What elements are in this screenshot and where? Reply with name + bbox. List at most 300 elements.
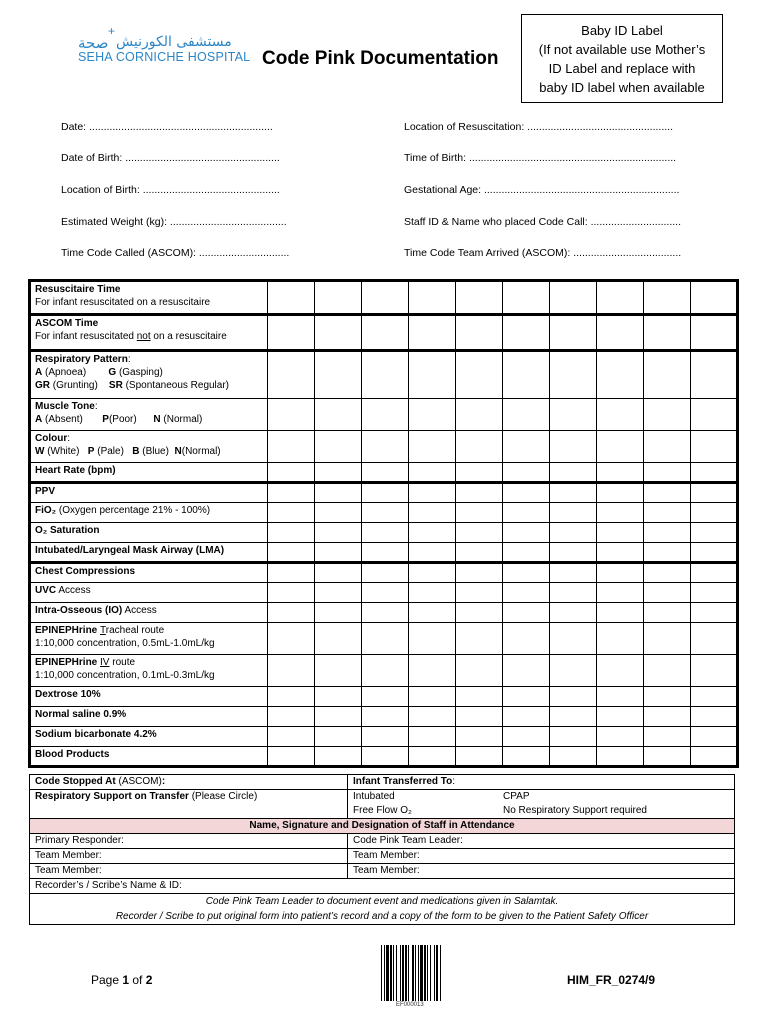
- entry-cell[interactable]: [409, 503, 456, 523]
- entry-cell[interactable]: [597, 483, 644, 503]
- entry-cell[interactable]: [362, 281, 409, 315]
- entry-cell[interactable]: [409, 687, 456, 707]
- entry-cell[interactable]: [409, 431, 456, 463]
- entry-cell[interactable]: [456, 603, 503, 623]
- entry-cell[interactable]: [550, 623, 597, 655]
- entry-cell[interactable]: [644, 727, 691, 747]
- table-row: [30, 790, 735, 819]
- table-row: [30, 687, 738, 707]
- entry-cell[interactable]: [691, 687, 738, 707]
- entry-cell[interactable]: [644, 655, 691, 687]
- entry-cell[interactable]: [597, 707, 644, 727]
- logo-plus-icon: +: [108, 24, 116, 38]
- entry-cell[interactable]: [268, 543, 315, 563]
- entry-cell[interactable]: [268, 503, 315, 523]
- logo-mark: صحة: [78, 34, 109, 52]
- entry-cell[interactable]: [362, 523, 409, 543]
- row-label: ASCOM Time For infant resuscitated not on a resuscitaire: [30, 315, 268, 351]
- entry-cell[interactable]: [597, 543, 644, 563]
- entry-cell[interactable]: [691, 623, 738, 655]
- entry-cell[interactable]: [268, 463, 315, 483]
- entry-cell[interactable]: [315, 687, 362, 707]
- entry-cell[interactable]: [362, 431, 409, 463]
- entry-cell[interactable]: [597, 399, 644, 431]
- entry-cell[interactable]: [597, 563, 644, 583]
- entry-cell[interactable]: [503, 315, 550, 351]
- entry-cell[interactable]: [315, 351, 362, 399]
- entry-cell[interactable]: [409, 655, 456, 687]
- entry-cell[interactable]: [268, 707, 315, 727]
- entry-cell[interactable]: [644, 399, 691, 431]
- entry-cell[interactable]: [456, 623, 503, 655]
- barcode-number: EF000013: [396, 1002, 424, 1008]
- table-row: [30, 849, 735, 864]
- entry-cell[interactable]: [456, 431, 503, 463]
- entry-cell[interactable]: [550, 431, 597, 463]
- entry-cell[interactable]: [550, 583, 597, 603]
- table-row: [30, 894, 735, 925]
- entry-cell[interactable]: [550, 563, 597, 583]
- transfer-and-staff-table: [29, 774, 735, 925]
- entry-cell[interactable]: [456, 503, 503, 523]
- entry-cell[interactable]: [362, 727, 409, 747]
- table-row: [30, 819, 735, 834]
- entry-cell[interactable]: [644, 687, 691, 707]
- entry-cell[interactable]: [503, 431, 550, 463]
- entry-cell[interactable]: [503, 707, 550, 727]
- code-stopped-cell[interactable]: Code Stopped At (ASCOM):: [30, 775, 348, 790]
- entry-cell[interactable]: [644, 623, 691, 655]
- entry-cell[interactable]: [362, 563, 409, 583]
- entry-cell[interactable]: [597, 351, 644, 399]
- id-label-line-1: Baby ID Label: [581, 23, 663, 38]
- entry-cell[interactable]: [691, 655, 738, 687]
- barcode-bar: [381, 945, 382, 1001]
- table-row: [30, 463, 738, 483]
- entry-cell[interactable]: [362, 655, 409, 687]
- entry-cell[interactable]: [362, 687, 409, 707]
- row-label: Chest Compressions: [30, 563, 268, 583]
- entry-cell[interactable]: [597, 603, 644, 623]
- form-number: HIM_FR_0274/9: [567, 973, 656, 987]
- entry-cell[interactable]: [644, 281, 691, 315]
- id-label-line-3: ID Label and replace with: [548, 61, 696, 76]
- entry-cell[interactable]: [456, 727, 503, 747]
- entry-cell[interactable]: [315, 707, 362, 727]
- entry-cell[interactable]: [644, 483, 691, 503]
- barcode-bar: [408, 945, 409, 1001]
- entry-cell[interactable]: [597, 623, 644, 655]
- entry-cell[interactable]: [315, 543, 362, 563]
- entry-cell[interactable]: [503, 603, 550, 623]
- entry-cell[interactable]: [503, 281, 550, 315]
- table-row: [30, 834, 735, 849]
- entry-cell[interactable]: [456, 583, 503, 603]
- entry-cell[interactable]: [644, 431, 691, 463]
- entry-cell[interactable]: [503, 543, 550, 563]
- entry-cell[interactable]: [409, 543, 456, 563]
- table-row: [30, 315, 738, 351]
- entry-cell[interactable]: [409, 603, 456, 623]
- row-label: Sodium bicarbonate 4.2%: [30, 727, 268, 747]
- instructions-note: [30, 894, 735, 925]
- entry-cell[interactable]: [362, 707, 409, 727]
- location-of-birth-field[interactable]: Location of Birth: ...............................................: [61, 184, 280, 196]
- entry-cell[interactable]: [456, 463, 503, 483]
- entry-cell[interactable]: [456, 687, 503, 707]
- row-label: EPINEPHrine Tracheal route 1:10,000 concentration, 0.5mL-1.0mL/kg: [30, 623, 268, 655]
- table-row: [30, 623, 738, 655]
- barcode-bar: [430, 945, 431, 1001]
- row-label: FiO₂ (Oxygen percentage 21% - 100%): [30, 503, 268, 523]
- entry-cell[interactable]: [691, 603, 738, 623]
- entry-cell[interactable]: [550, 727, 597, 747]
- barcode-bar: [390, 945, 392, 1001]
- entry-cell[interactable]: [691, 747, 738, 767]
- table-row: [30, 775, 735, 790]
- table-row: [30, 351, 738, 399]
- entry-cell[interactable]: [644, 603, 691, 623]
- entry-cell[interactable]: [315, 431, 362, 463]
- entry-cell[interactable]: [315, 727, 362, 747]
- entry-cell[interactable]: [503, 399, 550, 431]
- barcode-bar: [400, 945, 401, 1001]
- row-label: Respiratory Pattern: A (Apnoea) G (Gasping) GR (Grunting) SR (Spontaneous Regular): [30, 351, 268, 399]
- table-row: [30, 879, 735, 894]
- entry-cell[interactable]: [550, 707, 597, 727]
- entry-cell[interactable]: [597, 583, 644, 603]
- entry-cell[interactable]: [268, 431, 315, 463]
- recorder-cell[interactable]: Recorder’s / Scribe’s Name & ID:: [30, 879, 735, 894]
- entry-cell[interactable]: [597, 655, 644, 687]
- table-row: [30, 523, 738, 543]
- row-label: Colour: W (White) P (Pale) B (Blue) N(Normal): [30, 431, 268, 463]
- baby-id-label-box: [521, 14, 723, 103]
- staff-id-field[interactable]: Staff ID & Name who placed Code Call: ...............................: [404, 216, 681, 228]
- table-row: [30, 727, 738, 747]
- option-no-support[interactable]: No Respiratory Support required: [503, 805, 647, 816]
- entry-cell[interactable]: [503, 747, 550, 767]
- entry-cell[interactable]: [691, 463, 738, 483]
- entry-cell[interactable]: [268, 351, 315, 399]
- entry-cell[interactable]: [362, 483, 409, 503]
- row-label: Intubated/Laryngeal Mask Airway (LMA): [30, 543, 268, 563]
- table-row: [30, 399, 738, 431]
- entry-cell[interactable]: [268, 623, 315, 655]
- note-line-2: Recorder / Scribe to put original form into patient’s record and a copy of the form to be given to the Patient Safety Officer: [115, 911, 649, 922]
- entry-cell[interactable]: [456, 483, 503, 503]
- entry-cell[interactable]: [315, 523, 362, 543]
- resp-support-options: [348, 790, 735, 819]
- entry-cell[interactable]: [315, 623, 362, 655]
- entry-cell[interactable]: [691, 483, 738, 503]
- entry-cell[interactable]: [550, 523, 597, 543]
- gestational-age-field[interactable]: Gestational Age: ...................................................................: [404, 184, 680, 196]
- entry-cell[interactable]: [315, 399, 362, 431]
- row-label: O₂ Saturation: [30, 523, 268, 543]
- table-row: [30, 603, 738, 623]
- entry-cell[interactable]: [456, 747, 503, 767]
- row-label: UVC Access: [30, 583, 268, 603]
- entry-cell[interactable]: [503, 583, 550, 603]
- logo-english-text: SEHA CORNICHE HOSPITAL: [78, 50, 251, 64]
- entry-cell[interactable]: [550, 281, 597, 315]
- barcode-bar: [434, 945, 435, 1001]
- entry-cell[interactable]: [315, 563, 362, 583]
- row-label: Muscle Tone: A (Absent) P(Poor) N (Normal): [30, 399, 268, 431]
- barcode-bar: [424, 945, 426, 1001]
- entry-cell[interactable]: [362, 623, 409, 655]
- entry-cell[interactable]: [362, 463, 409, 483]
- entry-cell[interactable]: [456, 563, 503, 583]
- entry-cell[interactable]: [691, 315, 738, 351]
- entry-cell[interactable]: [550, 315, 597, 351]
- date-of-birth-field[interactable]: Date of Birth: .....................................................: [61, 152, 280, 164]
- entry-cell[interactable]: [550, 655, 597, 687]
- table-row: [30, 864, 735, 879]
- entry-cell[interactable]: [691, 727, 738, 747]
- entry-cell[interactable]: [456, 707, 503, 727]
- barcode-bar: [415, 945, 416, 1001]
- table-row: [30, 583, 738, 603]
- barcode-bar: [420, 945, 423, 1001]
- entry-cell[interactable]: [503, 563, 550, 583]
- entry-cell[interactable]: [597, 503, 644, 523]
- entry-cell[interactable]: [691, 431, 738, 463]
- location-of-resuscitation-field[interactable]: Location of Resuscitation: ..................................................: [404, 121, 674, 133]
- entry-cell[interactable]: [597, 523, 644, 543]
- entry-cell[interactable]: [456, 543, 503, 563]
- entry-cell[interactable]: [315, 483, 362, 503]
- table-row: [30, 483, 738, 503]
- entry-cell[interactable]: [409, 463, 456, 483]
- entry-cell[interactable]: [315, 315, 362, 351]
- infant-transferred-cell[interactable]: Infant Transferred To:: [348, 775, 735, 790]
- entry-cell[interactable]: [644, 583, 691, 603]
- entry-cell[interactable]: [597, 281, 644, 315]
- entry-cell[interactable]: [409, 351, 456, 399]
- entry-cell[interactable]: [597, 687, 644, 707]
- entry-cell[interactable]: [315, 583, 362, 603]
- entry-cell[interactable]: [550, 351, 597, 399]
- date-field[interactable]: Date: ...............................................................: [61, 121, 273, 133]
- entry-cell[interactable]: [409, 523, 456, 543]
- time-team-arrived-field[interactable]: Time Code Team Arrived (ASCOM): .....................................: [404, 247, 682, 259]
- table-row: [30, 543, 738, 563]
- entry-cell[interactable]: [503, 523, 550, 543]
- time-code-called-field[interactable]: Time Code Called (ASCOM): ...............................: [61, 247, 290, 259]
- entry-cell[interactable]: [268, 603, 315, 623]
- barcode-bar: [402, 945, 404, 1001]
- entry-cell[interactable]: [456, 523, 503, 543]
- barcode-bar: [384, 945, 385, 1001]
- entry-cell[interactable]: [503, 687, 550, 707]
- entry-cell[interactable]: [362, 747, 409, 767]
- resuscitation-grid: [28, 279, 739, 768]
- table-row: [30, 431, 738, 463]
- entry-cell[interactable]: [691, 707, 738, 727]
- row-label: Normal saline 0.9%: [30, 707, 268, 727]
- entry-cell[interactable]: [597, 431, 644, 463]
- entry-cell[interactable]: [503, 727, 550, 747]
- entry-cell[interactable]: [503, 463, 550, 483]
- entry-cell[interactable]: [644, 351, 691, 399]
- team-member-cell[interactable]: Team Member:: [30, 864, 348, 879]
- table-row: [30, 707, 738, 727]
- entry-cell[interactable]: [644, 563, 691, 583]
- entry-cell[interactable]: [315, 603, 362, 623]
- entry-cell[interactable]: [550, 503, 597, 523]
- entry-cell[interactable]: [362, 543, 409, 563]
- table-row: [30, 563, 738, 583]
- entry-cell[interactable]: [644, 707, 691, 727]
- table-row: [30, 281, 738, 315]
- estimated-weight-field[interactable]: Estimated Weight (kg): ........................................: [61, 216, 287, 228]
- option-cpap[interactable]: CPAP: [503, 791, 530, 802]
- barcode-bar: [412, 945, 414, 1001]
- entry-cell[interactable]: [503, 483, 550, 503]
- entry-cell[interactable]: [315, 281, 362, 315]
- entry-cell[interactable]: [409, 747, 456, 767]
- row-label: EPINEPHrine IV route 1:10,000 concentration, 0.1mL-0.3mL/kg: [30, 655, 268, 687]
- entry-cell[interactable]: [691, 523, 738, 543]
- entry-cell[interactable]: [315, 655, 362, 687]
- entry-cell[interactable]: [550, 399, 597, 431]
- team-member-cell[interactable]: Team Member:: [30, 849, 348, 864]
- entry-cell[interactable]: [409, 281, 456, 315]
- entry-cell[interactable]: [550, 603, 597, 623]
- entry-cell[interactable]: [644, 315, 691, 351]
- barcode: [381, 945, 457, 1001]
- entry-cell[interactable]: [550, 543, 597, 563]
- entry-cell[interactable]: [268, 727, 315, 747]
- entry-cell[interactable]: [550, 463, 597, 483]
- id-label-line-4: baby ID label when available: [539, 80, 705, 95]
- id-label-line-2: (If not available use Mother’s: [538, 42, 706, 57]
- entry-cell[interactable]: [409, 583, 456, 603]
- barcode-bar: [418, 945, 419, 1001]
- entry-cell[interactable]: [268, 687, 315, 707]
- barcode-bar: [393, 945, 394, 1001]
- entry-cell[interactable]: [503, 623, 550, 655]
- entry-cell[interactable]: [550, 687, 597, 707]
- entry-cell[interactable]: [691, 583, 738, 603]
- row-label: Intra-Osseous (IO) Access: [30, 603, 268, 623]
- entry-cell[interactable]: [268, 315, 315, 351]
- row-label: Heart Rate (bpm): [30, 463, 268, 483]
- entry-cell[interactable]: [362, 315, 409, 351]
- entry-cell[interactable]: [644, 463, 691, 483]
- entry-cell[interactable]: [362, 399, 409, 431]
- entry-cell[interactable]: [456, 399, 503, 431]
- entry-cell[interactable]: [550, 483, 597, 503]
- team-leader-cell[interactable]: Code Pink Team Leader:: [348, 834, 735, 849]
- entry-cell[interactable]: [456, 655, 503, 687]
- entry-cell[interactable]: [268, 399, 315, 431]
- entry-cell[interactable]: [597, 727, 644, 747]
- entry-cell[interactable]: [268, 583, 315, 603]
- row-label: Blood Products: [30, 747, 268, 767]
- entry-cell[interactable]: [597, 463, 644, 483]
- entry-cell[interactable]: [691, 351, 738, 399]
- entry-cell[interactable]: [644, 543, 691, 563]
- note-line-1: Code Pink Team Leader to document event and medications given in Salamtak.: [205, 896, 559, 907]
- page-title: Code Pink Documentation: [262, 48, 499, 69]
- barcode-bar: [427, 945, 428, 1001]
- entry-cell[interactable]: [268, 523, 315, 543]
- entry-cell[interactable]: [409, 483, 456, 503]
- team-member-cell[interactable]: Team Member:: [348, 864, 735, 879]
- logo-arabic-text: مستشفى الكورنيش: [116, 34, 232, 50]
- entry-cell[interactable]: [409, 623, 456, 655]
- entry-cell[interactable]: [691, 503, 738, 523]
- entry-cell[interactable]: [409, 707, 456, 727]
- entry-cell[interactable]: [362, 503, 409, 523]
- barcode-bar: [396, 945, 397, 1001]
- primary-responder-cell[interactable]: Primary Responder:: [30, 834, 348, 849]
- team-member-cell[interactable]: Team Member:: [348, 849, 735, 864]
- entry-cell[interactable]: [456, 351, 503, 399]
- entry-cell[interactable]: [409, 399, 456, 431]
- entry-cell[interactable]: [597, 747, 644, 767]
- table-row: [30, 747, 738, 767]
- barcode-bar: [405, 945, 407, 1001]
- entry-cell[interactable]: [362, 603, 409, 623]
- entry-cell[interactable]: [268, 747, 315, 767]
- entry-cell[interactable]: [597, 315, 644, 351]
- row-label: PPV: [30, 483, 268, 503]
- barcode-bar: [436, 945, 438, 1001]
- entry-cell[interactable]: [315, 503, 362, 523]
- entry-cell[interactable]: [550, 747, 597, 767]
- entry-cell[interactable]: [456, 281, 503, 315]
- entry-cell[interactable]: [362, 351, 409, 399]
- entry-cell[interactable]: [268, 281, 315, 315]
- option-intubated[interactable]: Intubated: [353, 791, 395, 802]
- entry-cell[interactable]: [409, 563, 456, 583]
- entry-cell[interactable]: [503, 351, 550, 399]
- entry-cell[interactable]: [268, 655, 315, 687]
- entry-cell[interactable]: [503, 503, 550, 523]
- entry-cell[interactable]: [644, 523, 691, 543]
- option-free-flow[interactable]: Free Flow O₂: [353, 805, 412, 816]
- entry-cell[interactable]: [362, 583, 409, 603]
- entry-cell[interactable]: [268, 563, 315, 583]
- entry-cell[interactable]: [691, 281, 738, 315]
- entry-cell[interactable]: [315, 747, 362, 767]
- resp-support-cell: Respiratory Support on Transfer (Please Circle): [30, 790, 348, 819]
- entry-cell[interactable]: [456, 315, 503, 351]
- entry-cell[interactable]: [691, 563, 738, 583]
- entry-cell[interactable]: [644, 503, 691, 523]
- staff-section-header: Name, Signature and Designation of Staff in Attendance: [30, 819, 735, 834]
- entry-cell[interactable]: [315, 463, 362, 483]
- entry-cell[interactable]: [691, 543, 738, 563]
- entry-cell[interactable]: [268, 483, 315, 503]
- page-number: Page 1 of 2: [91, 973, 153, 987]
- barcode-bar: [440, 945, 441, 1001]
- table-row: [30, 655, 738, 687]
- entry-cell[interactable]: [409, 315, 456, 351]
- entry-cell[interactable]: [644, 747, 691, 767]
- barcode-bar: [386, 945, 389, 1001]
- entry-cell[interactable]: [503, 655, 550, 687]
- entry-cell[interactable]: [409, 727, 456, 747]
- entry-cell[interactable]: [691, 399, 738, 431]
- row-label: Resuscitaire Time For infant resuscitated on a resuscitaire: [30, 281, 268, 315]
- time-of-birth-field[interactable]: Time of Birth: .......................................................................: [404, 152, 677, 164]
- row-label: Dextrose 10%: [30, 687, 268, 707]
